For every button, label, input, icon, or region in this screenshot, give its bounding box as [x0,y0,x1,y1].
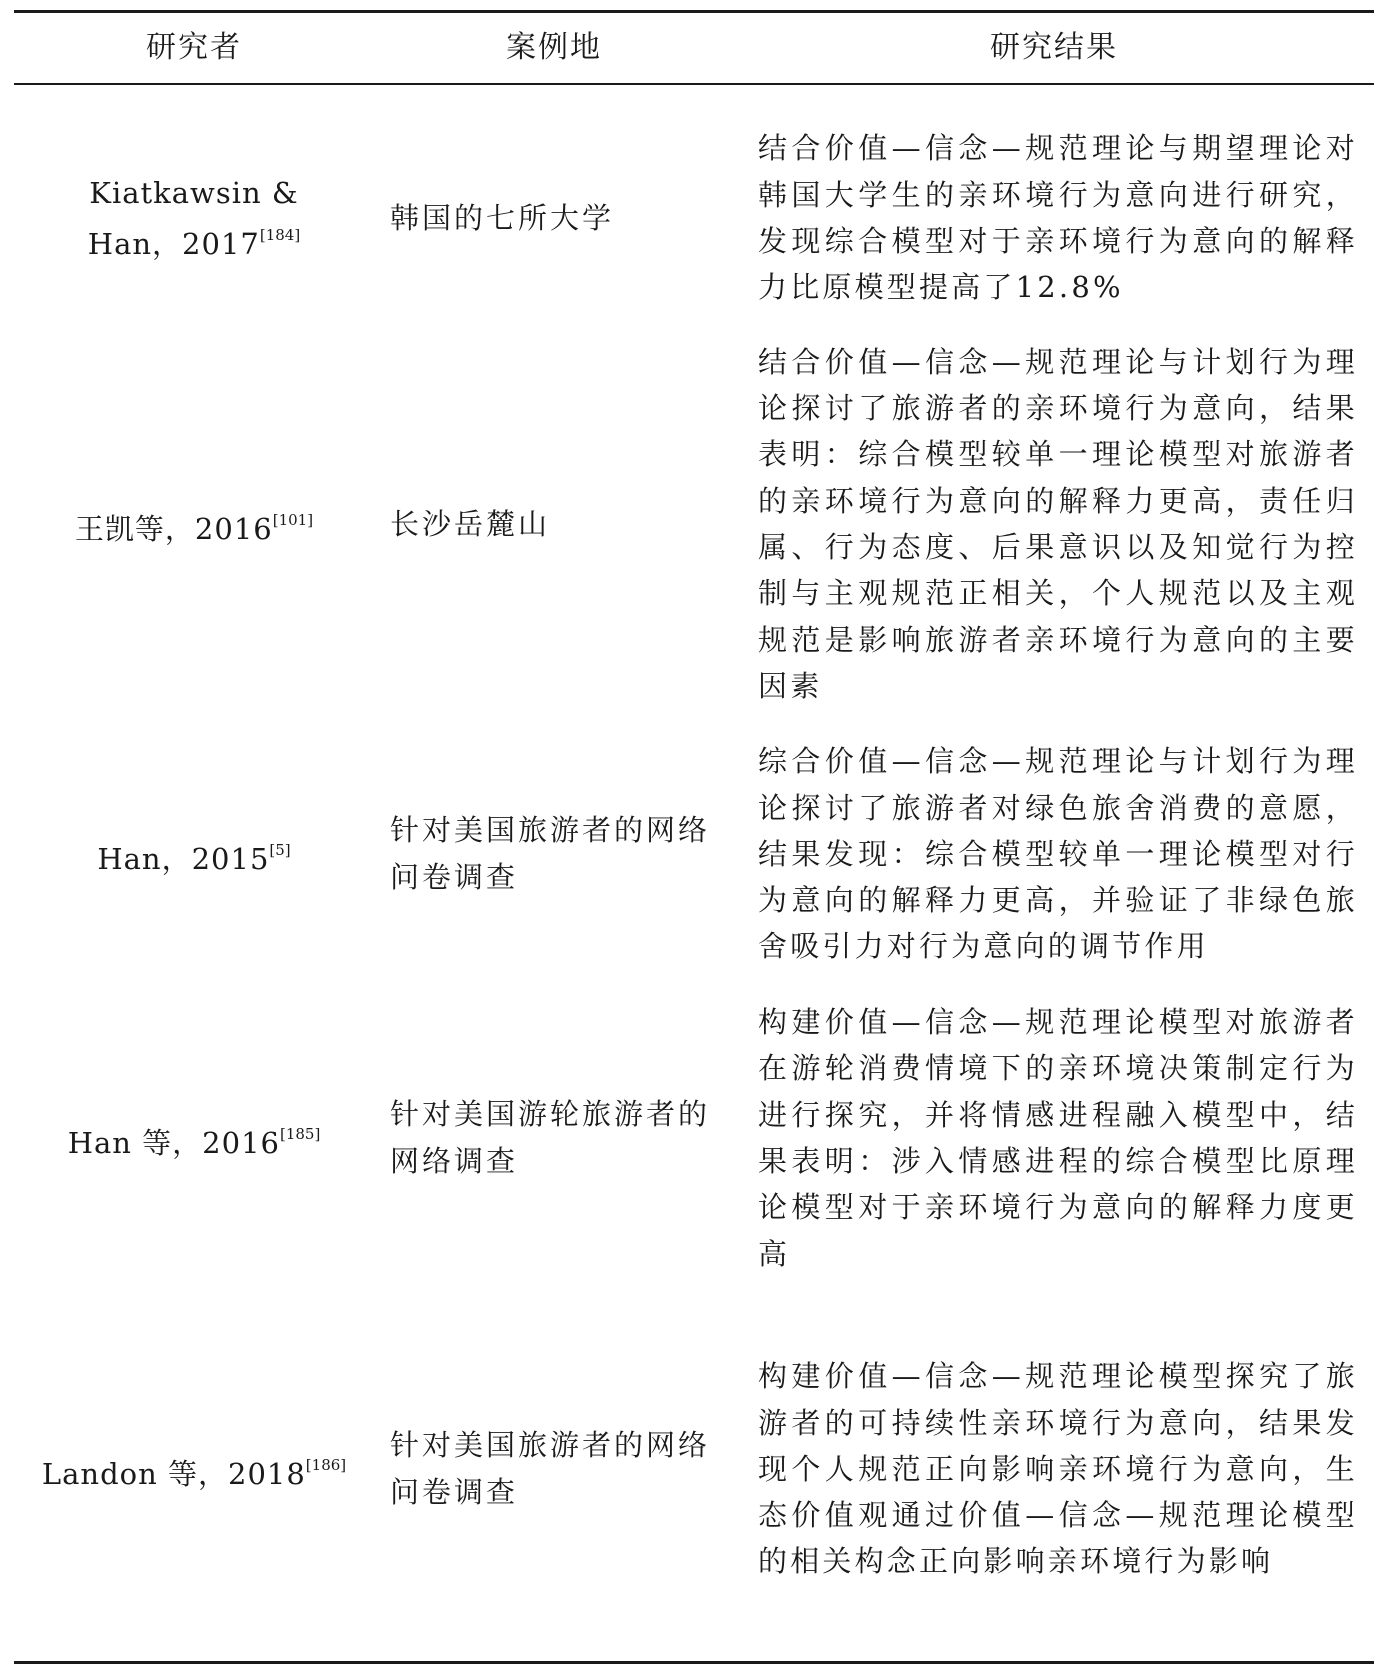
cell-result [758,338,1358,710]
researcher-name: Han 等，2016 [67,1125,280,1160]
reference-number: [101] [272,510,314,529]
result-text: 结合价值—信念—规范理论与计划行为理论探讨了旅游者的亲环境行为意向，结果表明：综合模型较单一理论模型对旅游者的亲环境行为意向的解释力更高，责任归属、行为态度、后果意识以及知觉行为控制与主观规范正相关，个人规范以及主观规范是影响旅游者亲环境行为意向的主要因素 [758,344,1358,703]
reference-number: [186] [305,1455,347,1474]
table-row [14,997,1374,1279]
result-text: 综合价值—信念—规范理论与计划行为理论探讨了旅游者对绿色旅舍消费的意愿，结果发现：综合模型较单一理论模型对行为意向的解释力更高，并验证了非绿色旅舍吸引力对行为意向的调节作用 [758,744,1358,964]
cell-researcher [14,100,374,336]
cell-researcher [14,1282,374,1656]
table-header-row [14,16,1374,80]
case-site-text: 针对美国旅游者的网络问卷调查 [390,1428,711,1509]
table-row [14,713,1374,995]
case-site-text: 针对美国游轮旅游者的网络调查 [390,1097,711,1178]
cell-case-site [390,338,750,710]
researcher-name: Landon 等，2018 [41,1456,306,1491]
table-row [14,1282,1374,1656]
researcher-name: 王凯等，2016 [74,511,273,546]
result-text: 结合价值—信念—规范理论与期望理论对韩国大学生的亲环境行为意向进行研究，发现综合模型对于亲环境行为意向的解释力比原模型提高了12.8% [758,131,1358,305]
cell-case-site [390,997,750,1279]
reference-number: [184] [259,225,301,244]
researcher-name: Han，2015 [97,841,270,876]
cell-case-site [390,1282,750,1656]
cell-case-site [390,713,750,995]
researcher-name-line1: Kiatkawsin & [89,175,299,210]
header-researcher: 研究者 [146,30,242,65]
cell-researcher [14,713,374,995]
header-case-site: 案例地 [506,30,602,65]
cell-result [758,713,1358,995]
case-site-text: 长沙岳麓山 [390,506,551,541]
table-row [14,100,1374,336]
researcher-name-line2: Han，2017 [87,226,260,261]
research-summary-table [14,10,1374,1670]
result-text: 构建价值—信念—规范理论模型探究了旅游者的可持续性亲环境行为意向，结果发现个人规范正向影响亲环境行为意向，生态价值观通过价值—信念—规范理论模型的相关构念正向影响亲环境行为影响 [758,1359,1358,1579]
result-text: 构建价值—信念—规范理论模型对旅游者在游轮消费情境下的亲环境决策制定行为进行探究，并将情感进程融入模型中，结果表明：涉入情感进程的综合模型比原理论模型对于亲环境行为意向的解释力度更高 [758,1005,1358,1271]
case-site-text: 韩国的七所大学 [390,200,615,235]
cell-result [758,100,1358,336]
table-top-rule [14,10,1374,13]
cell-result [758,1282,1358,1656]
cell-result [758,997,1358,1279]
cell-researcher [14,338,374,710]
cell-case-site [390,100,750,336]
reference-number: [185] [279,1124,321,1143]
case-site-text: 针对美国旅游者的网络问卷调查 [390,813,711,894]
cell-researcher [14,997,374,1279]
table-bottom-rule [14,1661,1374,1664]
reference-number: [5] [269,840,291,859]
table-row [14,338,1374,710]
header-results: 研究结果 [990,30,1118,65]
table-header-rule [14,83,1374,85]
